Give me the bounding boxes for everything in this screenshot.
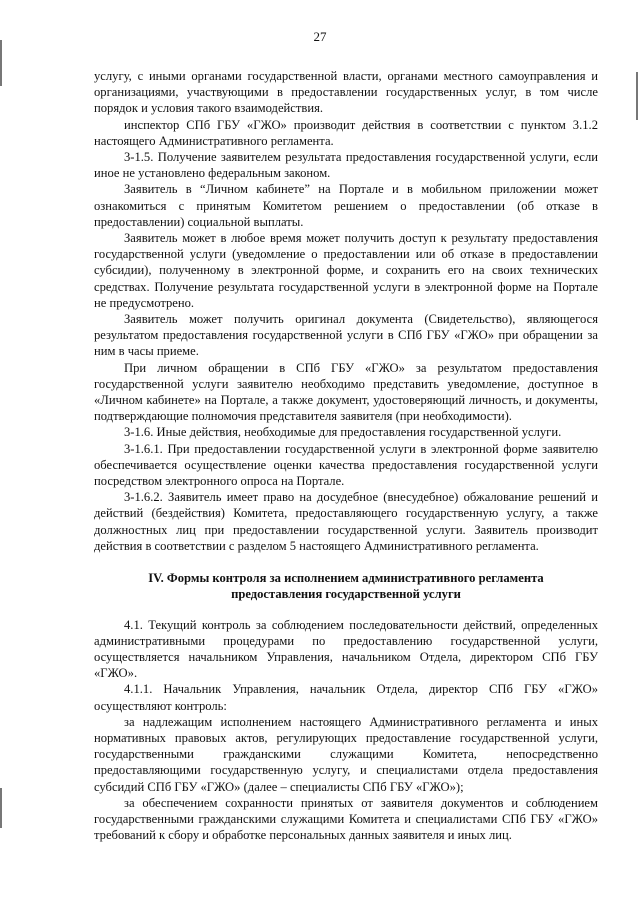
paragraph-4-1-1: 4.1.1. Начальник Управления, начальник Отдела, директор СПб ГБУ «ГЖО» осуществляют контроль: — [94, 682, 598, 713]
paragraph-3-1-5: 3-1.5. Получение заявителем результата предоставления государственной услуги, если иное не установлено федеральным законом. — [94, 150, 598, 181]
left-edge-mark-bottom — [0, 788, 2, 828]
paragraph-continuation: услугу, с иными органами государственной власти, органами местного самоуправления и организациями, участвующими в предоставлении государственных услуг, в том числе порядок и условия такого взаимодействия. — [94, 69, 598, 116]
paragraph-3-1-6: 3-1.6. Иные действия, необходимые для предоставления государственной услуги. — [124, 425, 562, 440]
section-heading-line-2: предоставления государственной услуги — [231, 587, 461, 602]
paragraph-original-document: Заявитель может получить оригинал документа (Свидетельство), являющегося результатом предоставления государственной услуги в СПб ГБУ «ГЖО» при обращении за ним в часы приеме. — [94, 312, 598, 359]
page-number: 27 — [313, 29, 327, 44]
paragraph-electronic-access: Заявитель может в любое время может получить доступ к результату предоставления государственной услуги (уведомление о предоставлении или об отказе в предоставлении субсидии), полученному в электронной форме, и сохранить его на своих технических средствах. Получение результата государственной услуги в электронной форме на Портале не предусмотрено. — [94, 231, 598, 310]
document-body — [94, 68, 598, 843]
paragraph-3-1-6-1: 3-1.6.1. При предоставлении государственной услуги в электронной форме заявителю обеспечивается осуществление оценки качества предоставления государственной услуги посредством электронного опроса на Портале. — [94, 441, 598, 489]
section-heading-line-1: IV. Формы контроля за исполнением административного регламента — [148, 571, 544, 586]
section-heading — [94, 570, 598, 602]
paragraph-3-1-6-2: 3-1.6.2. Заявитель имеет право на досудебное (внесудебное) обжалование решений и действий (бездействия) Комитета, предоставляющего государственную услугу, а также должностных лиц при предоставлении государственной услуги. Заявитель производит действия в соответствии с разделом 5 настоящего Административного регламента. — [94, 490, 598, 553]
left-edge-mark-top — [0, 40, 2, 86]
paragraph-personal-visit: При личном обращении в СПб ГБУ «ГЖО» за результатом предоставления государственной услуги заявителю необходимо представить уведомление, доступное в «Личном кабинете» на Портале, а также документ, удостоверяющий личность, и документы, подтверждающие полномочия представителя заявителя (при необходимости). — [94, 360, 598, 424]
paragraph-inspector-actions: инспектор СПб ГБУ «ГЖО» производит действия в соответствии с пунктом 3.1.2 настоящего Административного регламента. — [94, 117, 598, 148]
paragraph-control-documents: за обеспечением сохранности принятых от заявителя документов и соблюдением государственными гражданскими служащими Комитета и специалистами СПб ГБУ «ГЖО» требований к сбору и обработке персональных данных заявителя и иных лиц. — [94, 795, 598, 843]
right-edge-mark — [636, 72, 638, 120]
paragraph-4-1: 4.1. Текущий контроль за соблюдением последовательности действий, определенных административными процедурами по предоставлению государственной услуги, осуществляется начальником Управления, начальником Отдела, директором СПб ГБУ «ГЖО». — [94, 617, 598, 681]
paragraph-control-compliance: за надлежащим исполнением настоящего Административного регламента и иных нормативных правовых актов, регулирующих предоставление государственной услуги, государственными гражданскими служащими Комитета, непосредственно предоставляющими государственную услугу, и специалистами отдела предоставления субсидий СПб ГБУ «ГЖО» (далее – специалисты СПб ГБУ «ГЖО»); — [94, 714, 598, 794]
paragraph-personal-cabinet: Заявитель в “Личном кабинете” на Портале и в мобильном приложении может ознакомиться с принятым Комитетом решением о предоставлении (об отказе в предоставлении) социальной выплаты. — [94, 182, 598, 229]
